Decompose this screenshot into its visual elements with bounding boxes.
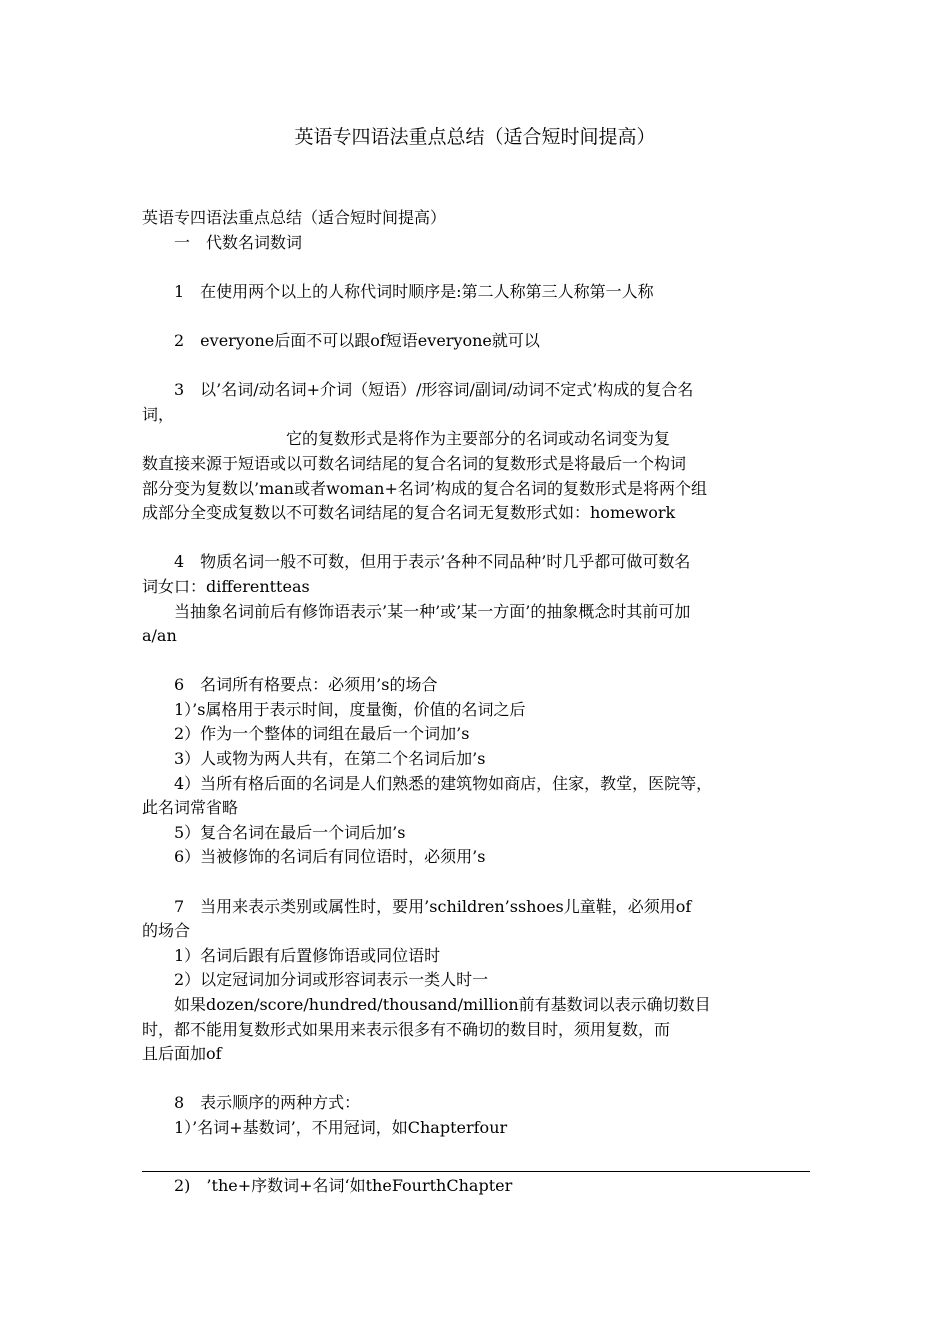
blank-line	[142, 255, 810, 280]
point-6-heading: 6 名词所有格要点：必须用’s的场合	[174, 675, 438, 695]
blank-line	[142, 1067, 810, 1092]
body-heading: 英语专四语法重点总结（适合短时间提高）	[142, 208, 447, 227]
point-4-line-2: 词女口：differentteas	[142, 576, 310, 596]
document-body	[142, 206, 810, 1141]
point-4-line-4: a/an	[142, 626, 177, 646]
point-6-item-4-line-2: 此名词常省略	[142, 798, 239, 818]
section-heading-pronouns-nouns-numerals: 一 代数名词数词	[174, 232, 303, 252]
point-6-item-3: 3）人或物为两人共有，在第二个名词后加’s	[174, 749, 486, 769]
point-7-item-1: 1）名词后跟有后置修饰语或同位语时	[174, 945, 441, 965]
point-3-line-6: 成部分全变成复数以不可数名词结尾的复合名词无复数形式如：homework	[142, 503, 676, 523]
page-divider	[142, 1171, 810, 1172]
point-4-line-3: 当抽象名词前后有修饰语表示’某一种’或’某一方面’的抽象概念时其前可加	[174, 601, 691, 621]
blank-line	[142, 526, 810, 551]
point-3-line-5: 部分变为复数以’man或者woman+名词’构成的复合名词的复数形式是将两个组	[142, 478, 707, 498]
point-7-item-2: 2）以定冠词加分词或形容词表示一类人时一	[174, 970, 489, 990]
document-title: 英语专四语法重点总结（适合短时间提高）	[294, 126, 656, 148]
point-8-heading: 8 表示顺序的两种方式：	[174, 1093, 361, 1113]
point-6-item-6: 6）当被修饰的名词后有同位语时，必须用’s	[174, 847, 486, 867]
blank-line	[142, 649, 810, 674]
point-3-line-3: 它的复数形式是将作为主要部分的名词或动名词变为复	[286, 429, 671, 449]
point-6-item-1: 1）’s属格用于表示时间，度量衡，价值的名词之后	[174, 699, 526, 719]
point-7-line-2: 的场合	[142, 921, 191, 941]
point-8-item-2: 2) ’the+序数词+名词‘如theFourthChapter	[174, 1176, 513, 1195]
point-7-note-line-3: 且后面加of	[142, 1044, 222, 1064]
blank-line	[142, 354, 810, 379]
point-6-item-2: 2）作为一个整体的词组在最后一个词加’s	[174, 724, 470, 744]
blank-line	[142, 304, 810, 329]
point-7-line-1: 7 当用来表示类别或属性时，要用’schildren’sshoes儿童鞋，必须用of	[174, 896, 692, 916]
point-7-note-line-1: 如果dozen/score/hundred/thousand/million前有基数词以表示确切数目	[174, 995, 711, 1014]
point-6-item-5: 5）复合名词在最后一个词后加’s	[174, 822, 406, 842]
point-8-item-1: 1）’名词+基数词’，不用冠词，如Chapterfour	[174, 1117, 508, 1137]
point-3-line-4: 数直接来源于短语或以可数名词结尾的复合名词的复数形式是将最后一个构词	[142, 453, 687, 473]
point-4-line-1: 4 物质名词一般不可数，但用于表示’各种不同品种’时几乎都可做可数名	[174, 552, 691, 572]
point-6-item-4-line-1: 4）当所有格后面的名词是人们熟悉的建筑物如商店，住家，教堂，医院等，	[174, 773, 713, 793]
point-2: 2 everyone后面不可以跟of短语everyone就可以	[174, 330, 540, 350]
point-3-line-1: 3 以’名词/动名词+介词（短语）/形容词/副词/动词不定式’构成的复合名	[174, 380, 694, 400]
point-1: 1 在使用两个以上的人称代词时顺序是:第二人称第三人称第一人称	[174, 281, 654, 301]
point-7-note-line-2: 时，都不能用复数形式如果用来表示很多有不确切的数目时，须用复数，而	[142, 1019, 671, 1039]
blank-line	[142, 870, 810, 895]
point-3-line-2: 词，	[142, 404, 175, 424]
